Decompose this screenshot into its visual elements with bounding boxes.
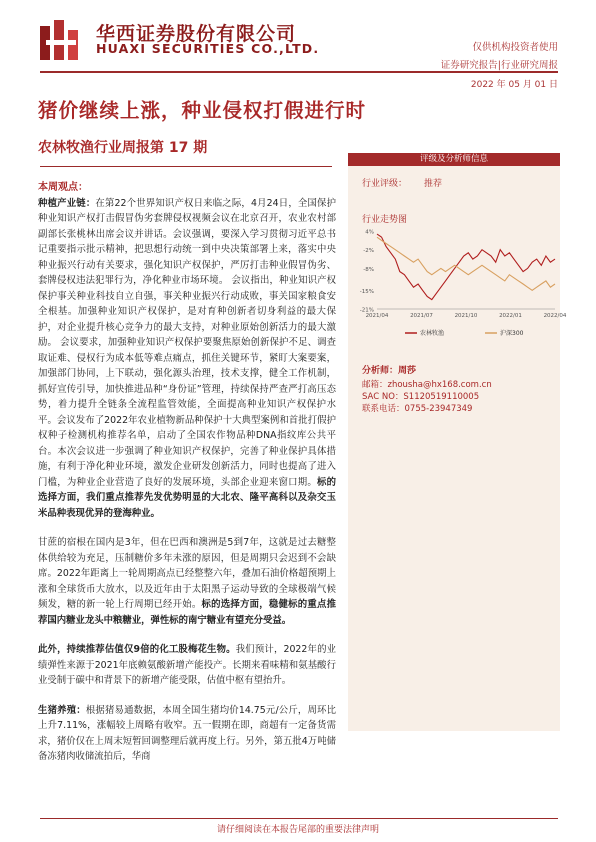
paragraph-highlight: 标的选择方面，我们重点推荐先发优势明显的大北农、隆平高科以及杂交玉米品种表现优异的登海种业。 [38, 476, 336, 519]
report-type: 证券研究报告|行业研究周报 [440, 60, 558, 71]
analyst-name: 分析师：周莎 [362, 366, 417, 376]
x-tick-label: 2022/04 [543, 313, 567, 319]
paragraph-lead: 此外，持续推荐估值仅9倍的化工股梅花生物。 [38, 644, 236, 655]
page-subtitle: 农林牧渔行业周报第 17 期 [38, 140, 208, 156]
y-tick-label: 4% [365, 229, 374, 236]
rating-value: 推荐 [424, 179, 443, 189]
footer-disclaimer: 请仔细阅读在本报告尾部的重要法律声明 [216, 825, 379, 835]
y-tick-label: -21% [359, 307, 374, 314]
trend-title: 行业走势图 [362, 215, 408, 225]
paragraph-meihua [38, 642, 336, 689]
paragraph-highlight: 标的选择方面，稳健标的重点推荐国内糖业龙头中粮糖业，弹性标的南宁糖业有望充分受益。 [38, 599, 336, 626]
series-line-0 [377, 234, 555, 300]
analyst-email: 邮箱：zhousha@hx168.com.cn [362, 380, 492, 390]
rating-label: 行业评级： [362, 179, 408, 189]
audience-note: 仅供机构投资者使用 [472, 42, 558, 53]
section-heading: 本周观点： [38, 182, 88, 193]
company-name-en: HUAXI SECURITIES CO.,LTD. [96, 41, 320, 56]
report-body [38, 180, 336, 779]
sidebar-band: 评级及分析师信息 [348, 153, 560, 166]
paragraph-planting [38, 196, 336, 522]
page-title: 猪价继续上涨，种业侵权打假进行时 [38, 99, 367, 122]
paragraph-sugar [38, 535, 336, 628]
header-divider [40, 71, 558, 73]
paragraph-text: 在第22个世界知识产权日来临之际，4月24日，全国保护种业知识产权打击假冒伪劣套牌侵权视频会议在北京召开，农业农村部副部长张桃林出席会议并讲话。会议强调，要深入学习贯彻习近平总书记重要指示批示精神，把思想行动统一到中央决策部署上来，落实中央种业振兴行动有关要求，强化知识产权保护，严厉打击种业假冒伪劣、套牌侵权违法犯罪行为，净化种业市场环境。 会议指出，种业知识产权保护事关种业科技自立自强，事关种业振兴行动成败，事关国家粮食安全根基。加强种业知识产权保护，是对育种创新者切身利益的最大保护，对企业提升核心竞争力的最大支持，对种业原始创新活力的最大激励。 会议要求，加强种业知识产权保护要聚焦原始创新保护不足、调查取证难、侵权行为成本低等难点痛点，抓住关键环节，紧盯大案要案，加强部门协同，上下联动，强化源头治理，技术支撑，健全工作机制，抓好宣传引导，加快推进品种“身份证”管理，持续保持严查严打高压态势，着力提升全链条全流程监管效能，全面提高种业知识产权保护水平。会议发布了2022年农业植物新品种保护十大典型案例和首批打假护权种子检测机构推荐名单，启动了全国农作物品种DNA指纹库公共平台。本次会议进一步强调了种业知识产权保护，完善了种业保护具体措施，有利于净化种业环境，激发企业研发创新活力，同时也提高了进入门槛，为种业企业营造了良好的发展环境，头部企业迎来窗口期。 [38, 197, 336, 488]
legend-label: 沪深300 [500, 330, 524, 337]
paragraph-lead: 生猪养殖： [38, 704, 86, 716]
paragraph-text: 我们预计，2022年的业绩弹性来源于2021年底赖氨酸新增产能投产。长期来看味精和氨基酸行业受制于碳中和背景下的新增产能受限，估值中枢有望抬升。 [38, 644, 337, 686]
paragraph-hog [38, 703, 336, 765]
footer-divider [40, 818, 558, 819]
company-logo-icon [40, 20, 84, 60]
y-tick-label: -8% [363, 266, 374, 273]
report-date: 2022 年 05 月 01 日 [470, 80, 558, 90]
x-tick-label: 2021/04 [365, 313, 389, 319]
y-tick-label: -2% [363, 248, 374, 255]
series-line-1 [377, 237, 555, 290]
paragraph-text: 根据猪易通数据，本周全国生猪均价14.75元/公斤，周环比上升7.11%，涨幅较上周略有收窄。五一假期在即，商超有一定备货需求，猪价仅在上周末短暂回调整理后就再度上行。另外，第五批4万吨储备冻猪肉收储流拍后，华商 [38, 704, 336, 762]
analyst-sac: SAC NO：S1120519110005 [362, 392, 480, 402]
paragraph-lead: 种植产业链： [38, 197, 96, 209]
x-tick-label: 2021/07 [410, 313, 433, 319]
analyst-phone: 联系电话：0755-23947349 [362, 404, 473, 414]
y-tick-label: -15% [359, 288, 374, 295]
trend-chart [355, 225, 567, 345]
x-tick-label: 2021/10 [454, 313, 478, 319]
legend-label: 农林牧渔 [420, 330, 445, 337]
company-name-cn: 华西证券股份有限公司 [96, 23, 297, 45]
paragraph-text: 甘蔗的宿根在国内是3年，但在巴西和澳洲是5到7年，这就是过去糖整体供给较为充足，压制糖价多年未涨的原因，但是周期只会迟到不会缺席。2022年距离上一轮周期高点已经整整六年，叠加石油价格超预期上涨和全球货币大放水，以及近年由于太阳黑子运动导致的全球极端气候频发，糖的新一轮上行周期已经开始。 [38, 537, 336, 610]
x-tick-label: 2022/01 [499, 313, 522, 319]
subtitle-divider [40, 166, 332, 167]
